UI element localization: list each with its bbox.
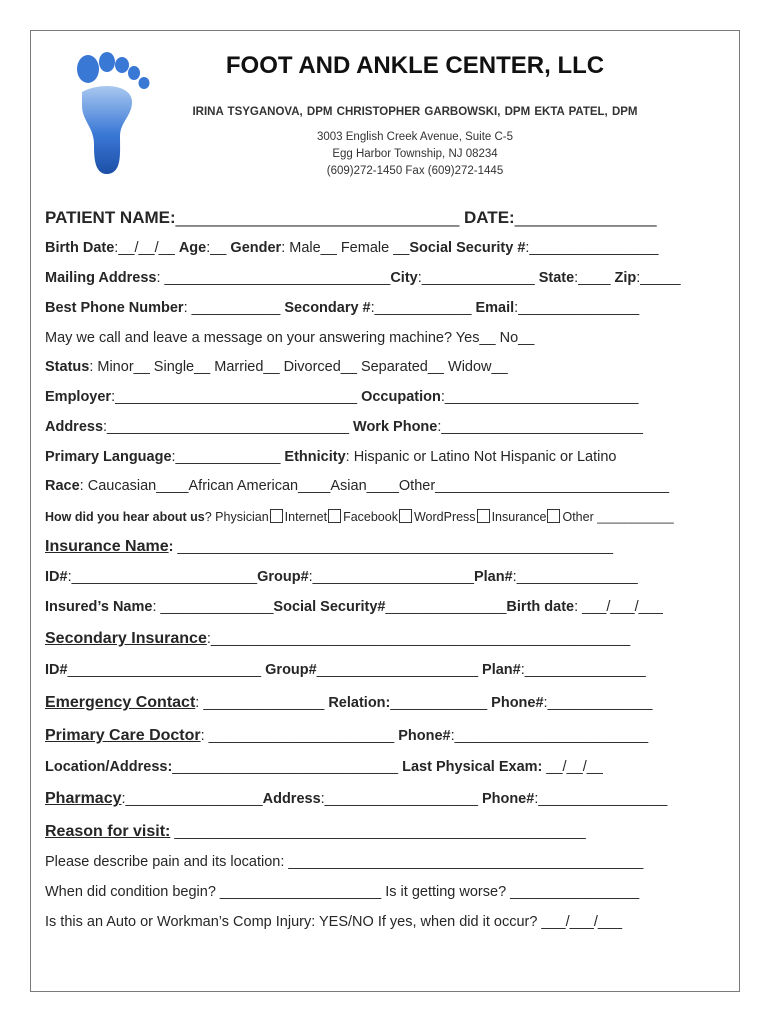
occupation-field[interactable]: :________________________ [440, 389, 639, 405]
insured-birth-field[interactable]: : ___/___/___ [574, 599, 663, 615]
mailing-address-label: Mailing Address [45, 270, 157, 286]
race-label: Race [45, 478, 80, 494]
emergency-row [45, 694, 652, 712]
gender-label: Gender [230, 240, 282, 256]
secondary-phone-field[interactable]: :____________ [370, 300, 472, 316]
pharmacy-address-label: Address [262, 791, 321, 807]
clinic-address-line2: Egg Harbor Township, NJ 08234 [332, 148, 498, 160]
referral-option-other: Other [562, 510, 594, 524]
address-label: Address [45, 419, 104, 435]
referral-option-facebook: Facebook [343, 510, 398, 524]
referral-option-internet: Internet [284, 510, 328, 524]
pharmacy-row [45, 790, 667, 808]
clinic-address-line1: 3003 English Creek Avenue, Suite C-5 [316, 131, 514, 143]
emergency-phone-field[interactable]: :_____________ [543, 695, 653, 711]
pharmacy-phone-field[interactable]: :________________ [534, 791, 668, 807]
message-question[interactable]: May we call and leave a message on your answering machine? Yes__ No__ [45, 330, 535, 346]
wordpress-checkbox[interactable] [477, 509, 490, 523]
employer-row [45, 389, 638, 405]
location-row [45, 759, 603, 775]
insured-birth-label: Birth date [506, 599, 575, 615]
language-row [45, 449, 616, 465]
primary-care-doctor-label: Primary Care Doctor [45, 727, 201, 744]
emergency-phone-label: Phone# [491, 695, 544, 711]
facebook-checkbox[interactable] [399, 509, 412, 523]
secondary-phone-label: Secondary # [284, 300, 371, 316]
work-phone-label: Work Phone [353, 419, 438, 435]
last-exam-field[interactable]: __/__/__ [542, 759, 603, 775]
email-label: Email [475, 300, 515, 316]
group-field[interactable]: :____________________ [308, 569, 474, 585]
address-row [45, 419, 643, 435]
footprint-logo [70, 50, 160, 175]
zip-label: Zip [614, 270, 637, 286]
internet-checkbox[interactable] [328, 509, 341, 523]
referral-question-mark: ? [204, 510, 212, 524]
clinic-phone-fax: (609)272-1450 Fax (609)272-1445 [326, 165, 504, 177]
patient-name-field[interactable]: ______________________________ [175, 208, 460, 227]
pharmacy-address-field[interactable]: :___________________ [320, 791, 478, 807]
insurance-name-label: Insurance Name [45, 538, 169, 555]
pharmacy-field[interactable]: :_________________ [121, 791, 263, 807]
insured-ssn-label: Social Security# [273, 599, 386, 615]
referral-option-physician: Physician [215, 510, 269, 524]
last-exam-label: Last Physical Exam: [402, 759, 543, 775]
relation-label: Relation: [328, 695, 391, 711]
referral-row [45, 509, 674, 524]
emergency-contact-label: Emergency Contact [45, 694, 196, 711]
insurance-name-colon: : [168, 539, 174, 555]
relation-field[interactable]: ____________ [390, 695, 488, 711]
city-label: City [390, 270, 418, 286]
pcp-phone-label: Phone# [398, 728, 451, 744]
plan-label: Plan# [473, 569, 513, 585]
ethnicity-options[interactable]: : Hispanic or Latino Not Hispanic or Latino [345, 449, 617, 465]
secondary-group-label: Group# [265, 662, 317, 678]
employer-label: Employer [45, 389, 112, 405]
secondary-plan-label: Plan# [482, 662, 521, 678]
injury-question[interactable]: Is this an Auto or Workman’s Comp Injury: YES/NO If yes, when did it occur? ___/___/___ [45, 914, 623, 930]
insured-name-label: Insured’s Name [45, 599, 153, 615]
ethnicity-label: Ethnicity [284, 449, 346, 465]
secondary-ids-row [45, 662, 646, 678]
location-label: Location/Address: [45, 759, 173, 775]
mailing-row [45, 270, 681, 286]
insurance-id-field[interactable]: :_______________________ [67, 569, 258, 585]
insurance-id-label: ID# [45, 569, 68, 585]
race-options[interactable]: : Caucasian____African American____Asian____Other_____________________________ [79, 478, 670, 494]
location-field[interactable]: ____________________________ [172, 759, 399, 775]
pcp-phone-field[interactable]: :________________________ [450, 728, 649, 744]
date-label: DATE: [464, 208, 515, 227]
secondary-group-field[interactable]: ____________________ [316, 662, 479, 678]
referral-option-wordpress: WordPress [413, 510, 476, 524]
clinic-title: FOOT AND ANKLE CENTER, LLC [225, 52, 605, 79]
group-label: Group# [257, 569, 309, 585]
primary-care-doctor-field[interactable]: : _______________________ [200, 728, 395, 744]
best-phone-field[interactable]: : ___________ [183, 300, 281, 316]
reason-field[interactable]: ___________________________________________________ [170, 824, 586, 840]
insured-row [45, 599, 663, 615]
secondary-insurance-label: Secondary Insurance [45, 630, 207, 647]
birth-date-field[interactable]: :__/__/__ [114, 240, 175, 256]
insurance-name-field[interactable]: ______________________________________________________ [177, 539, 613, 555]
state-label: State [538, 270, 575, 286]
birth-date-label: Birth Date [45, 240, 115, 256]
phone-row [45, 300, 639, 316]
secondary-id-label: ID# [45, 662, 68, 678]
pharmacy-label: Pharmacy [45, 790, 122, 807]
secondary-id-field[interactable]: ________________________ [67, 662, 262, 678]
mailing-address-field[interactable]: : ____________________________ [156, 270, 391, 286]
primary-language-label: Primary Language [45, 449, 172, 465]
date-field[interactable]: _______________ [514, 208, 657, 227]
referral-option-insurance: Insurance [491, 510, 547, 524]
age-label: Age [178, 240, 207, 256]
best-phone-label: Best Phone Number [45, 300, 184, 316]
patient-name-row [45, 208, 657, 228]
secondary-insurance-row [45, 630, 630, 648]
insured-name-field[interactable]: : ______________ [152, 599, 274, 615]
pain-question[interactable]: Please describe pain and its location: ____________________________________________ [45, 854, 644, 870]
reason-label: Reason for visit: [45, 823, 171, 840]
status-label: Status [45, 359, 90, 375]
employer-field[interactable]: :______________________________ [111, 389, 358, 405]
race-row [45, 478, 669, 494]
ssn-label: Social Security # [409, 240, 526, 256]
plan-field[interactable]: :_______________ [512, 569, 638, 585]
status-options[interactable]: : Minor__ Single__ Married__ Divorced__ Separated__ Widow__ [89, 359, 508, 375]
pharmacy-phone-label: Phone# [481, 791, 535, 807]
doctor-names: IRINA TSYGANOVA, DPM CHRISTOPHER GARBOWSKI, DPM EKTA PATEL, DPM [192, 106, 638, 118]
birth-row [45, 240, 658, 256]
referral-other-field[interactable]: ___________ [597, 510, 674, 524]
emergency-contact-field[interactable]: : _______________ [195, 695, 325, 711]
patient-name-label: PATIENT NAME: [45, 208, 176, 227]
ssn-field[interactable]: :________________ [525, 240, 659, 256]
address-field[interactable]: :______________________________ [103, 419, 349, 435]
email-field[interactable]: :_______________ [514, 300, 640, 316]
state-field[interactable]: :____ [574, 270, 611, 286]
secondary-plan-field[interactable]: :_______________ [520, 662, 646, 678]
occupation-label: Occupation [361, 389, 441, 405]
insurance-ids-row [45, 569, 638, 585]
secondary-insurance-field[interactable]: :____________________________________________________ [206, 631, 631, 647]
work-phone-field[interactable]: :_________________________ [437, 419, 643, 435]
condition-question[interactable]: When did condition begin? ____________________ Is it getting worse? ________________ [45, 884, 640, 900]
insurance-name-row [45, 538, 613, 556]
pcp-row [45, 727, 648, 745]
insurance-checkbox[interactable] [547, 509, 560, 523]
reason-row [45, 823, 586, 841]
age-field[interactable]: :__ [206, 240, 227, 256]
city-field[interactable]: :______________ [417, 270, 535, 286]
primary-language-field[interactable]: :_____________ [171, 449, 281, 465]
gender-options[interactable]: : Male__ Female __ [281, 240, 410, 256]
status-row [45, 359, 508, 375]
referral-label: How did you hear about us [45, 510, 205, 524]
insured-ssn-field[interactable]: _______________ [385, 599, 507, 615]
physician-checkbox[interactable] [270, 509, 283, 523]
zip-field[interactable]: :_____ [636, 270, 681, 286]
